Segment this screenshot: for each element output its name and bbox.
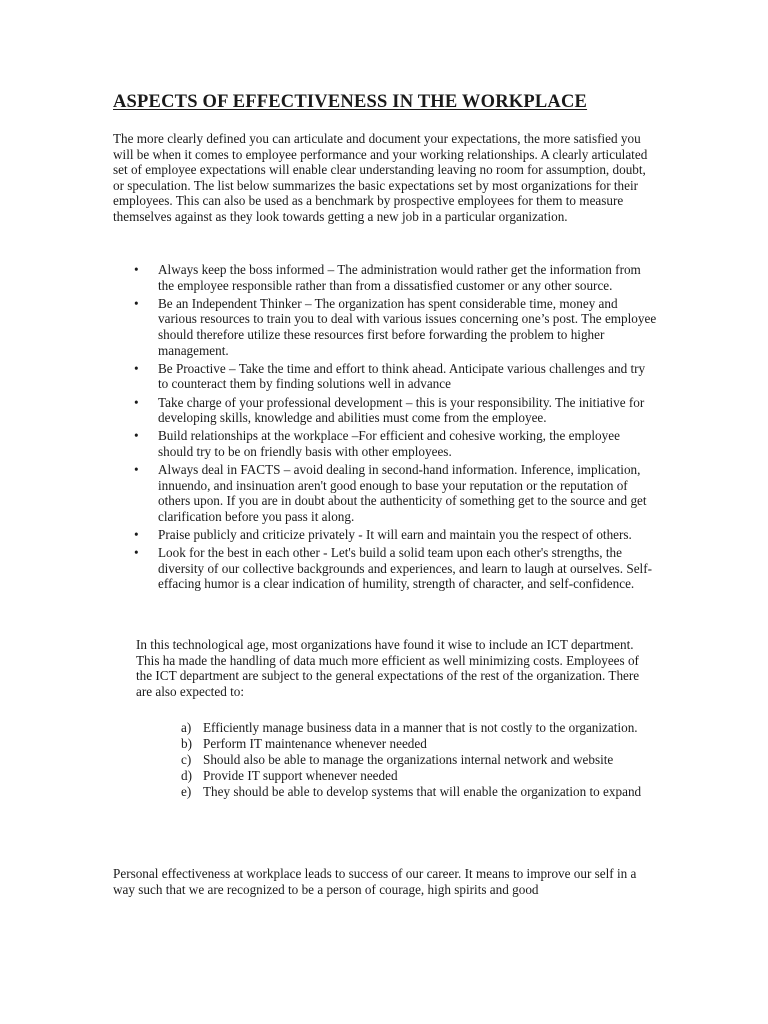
list-item-text: Take charge of your professional development – this is your responsibility. The initiative for developing skills, knowledge and abilities must come from the employee. (158, 394, 645, 426)
ict-expectations-list (181, 720, 643, 799)
closing-paragraph: Personal effectiveness at workplace leads to success of our career. It means to improve our self in a way such that we are recognized to be a person of courage, high spirits and good (113, 866, 637, 897)
list-item (134, 462, 658, 524)
list-item (181, 735, 643, 752)
list-item (181, 783, 643, 800)
list-item-text: Build relationships at the workplace –For efficient and cohesive working, the employee should try to be on friendly basis with other employees. (158, 428, 620, 459)
ict-paragraph: In this technological age, most organizations have found it wise to include an ICT department. This ha made the handling of data much more efficient as well minimizing costs. Employees of the ICT department are subject to the general expectations of the rest of the organization. There are also expected to: (136, 637, 640, 699)
list-marker: a) (181, 720, 192, 735)
bullet-icon: • (134, 262, 139, 277)
bullet-icon: • (134, 295, 139, 311)
list-item-text: Always keep the boss informed – The administration would rather get the information from the employee responsible rather than from a dissatisfied customer or any other source. (158, 262, 641, 293)
bullet-icon: • (134, 527, 139, 543)
list-item (181, 720, 643, 736)
list-marker: e) (181, 783, 192, 799)
bullet-icon: • (134, 394, 139, 410)
list-item-text: Efficiently manage business data in a manner that is not costly to the organization. (203, 720, 638, 735)
list-item-text: Be an Independent Thinker – The organization has spent considerable time, money and various resources to train you to deal with various issues concerning one’s post. The employee should therefore utilize these resources first before forwarding the problem to higher management. (158, 295, 657, 358)
list-marker: c) (181, 751, 192, 767)
list-item-text: Always deal in FACTS – avoid dealing in second-hand information. Inference, implication, innuendo, and insinuation aren't good enough to base your reputation or the reputation of others upon. If you are in doubt about the authenticity of something get to the source and get clarification before you pass it along. (158, 462, 647, 524)
page-title: ASPECTS OF EFFECTIVENESS IN THE WORKPLACE (113, 92, 588, 112)
bullet-icon: • (134, 360, 139, 376)
bullet-icon: • (134, 545, 139, 561)
list-item (134, 527, 658, 543)
list-item (134, 545, 658, 592)
bullet-icon: • (134, 462, 139, 478)
list-item-text: Be Proactive – Take the time and effort to think ahead. Anticipate various challenges and try to counteract them by finding solutions well in advance (158, 360, 646, 392)
list-item (134, 394, 658, 426)
list-marker: b) (181, 735, 192, 751)
list-item (134, 262, 658, 293)
list-item-text: Provide IT support whenever needed (203, 767, 398, 783)
bullet-icon: • (134, 428, 139, 444)
list-item (134, 360, 658, 392)
list-item (181, 767, 643, 784)
list-item-text: Should also be able to manage the organizations internal network and website (203, 751, 614, 767)
list-item (134, 295, 658, 358)
list-marker: d) (181, 767, 192, 783)
list-item-text: Perform IT maintenance whenever needed (203, 735, 427, 751)
list-item (134, 428, 658, 459)
list-item-text: Praise publicly and criticize privately - It will earn and maintain you the respect of others. (158, 527, 632, 543)
list-item (181, 751, 643, 768)
list-item-text: They should be able to develop systems that will enable the organization to expand (203, 783, 642, 799)
intro-paragraph: The more clearly defined you can articulate and document your expectations, the more satisfied you will be when it comes to employee performance and your working relationships. A clearly articulated set of employee expectations will enable clear understanding leaving no room for assumption, doubt, or speculation. The list below summarizes the basic expectations set by most organizations for their employees. This can also be used as a benchmark by prospective employees for them to measure themselves against as they look towards getting a new job in a particular organization. (113, 131, 648, 224)
expectations-list (134, 262, 658, 595)
list-item-text: Look for the best in each other - Let's build a solid team upon each other's strengths, the diversity of our collective backgrounds and experiences, and learn to laugh at ourselves. Self-effacing humor is a clear indication of humility, strength of character, and self-confidence. (158, 545, 652, 592)
